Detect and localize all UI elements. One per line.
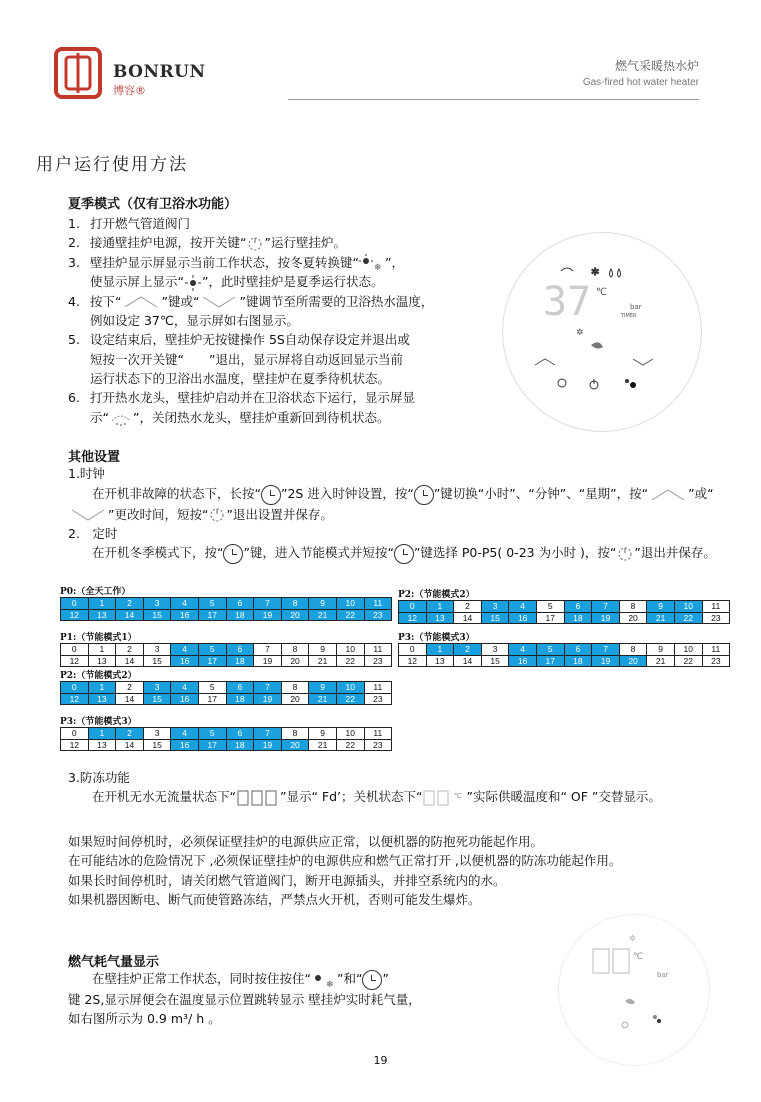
hour-cell: 22 <box>336 609 364 621</box>
hour-cell: 23 <box>364 739 392 751</box>
hour-cell: 5 <box>536 644 564 656</box>
hour-cell: 4 <box>171 644 199 656</box>
power-icon <box>616 545 634 563</box>
product-name-cn: 燃气采暖热水炉 <box>614 59 699 73</box>
hour-cell: 9 <box>647 644 675 656</box>
hour-cell: 13 <box>88 739 116 751</box>
clock-title: 1.时钟 <box>68 466 105 481</box>
hour-cell: 4 <box>171 682 199 694</box>
hour-cell: 16 <box>171 609 199 621</box>
hour-cell: 6 <box>226 728 254 740</box>
schedule-grid <box>60 727 392 751</box>
step-5: 5. 设定结束后，壁挂炉无按键操作 5S自动保存设定并退出或 短按一次开关键“ ”退出，显示屏将自动返回显示当前 运行状态下的卫浴出水温度，壁挂炉在夏季待机状态。 <box>68 332 410 386</box>
hour-cell: 11 <box>364 644 392 656</box>
bonrun-logo-icon <box>54 47 102 99</box>
hour-cell: 7 <box>592 601 620 613</box>
hour-cell: 16 <box>171 693 199 705</box>
segment-display-icon <box>422 789 466 807</box>
schedule-row <box>399 644 730 656</box>
hour-cell: 6 <box>226 682 254 694</box>
schedule-grid <box>398 600 730 624</box>
brand-name-cn: 博容® <box>113 84 146 97</box>
gas-text: 在壁挂炉正常工作状态，同时按住按住“ ❄ ”和“ ” <box>92 971 389 989</box>
step-6: 6. 打开热水龙头，壁挂炉启动并在卫浴状态下运行，显示屏显 示“ ”，关闭热水龙头，壁挂炉重新回到待机状态。 <box>68 388 488 427</box>
display-timer: TIMER <box>621 313 637 319</box>
hour-cell: 18 <box>226 655 254 667</box>
header-divider <box>288 99 699 100</box>
hour-cell: 12 <box>61 609 89 621</box>
schedule-row <box>61 598 392 610</box>
display-bar: bar <box>630 303 642 311</box>
controller-display-summer <box>502 232 702 432</box>
schedule-grid <box>60 597 392 621</box>
hour-cell: 13 <box>426 655 454 667</box>
schedule-row <box>61 609 392 621</box>
hour-cell: 15 <box>481 655 509 667</box>
hour-cell: 15 <box>143 693 171 705</box>
hour-cell: 12 <box>399 655 427 667</box>
hour-cell: 18 <box>226 739 254 751</box>
hour-cell: 19 <box>592 612 620 624</box>
schedule-row <box>61 693 392 705</box>
hour-cell: 0 <box>399 644 427 656</box>
clock-text: 在开机非故障的状态下，长按“ ”2S 进入时钟设置，按“ ”键切换“小时”、“分钟”、“星期”，按“ ”或“”更改时间，短按“ ”退出设置并保存。 <box>68 484 728 524</box>
schedule-row <box>399 612 730 624</box>
shower-icon <box>109 409 133 427</box>
page-title: 用户运行使用方法 <box>36 155 188 175</box>
hour-cell: 22 <box>674 612 702 624</box>
hour-cell: 18 <box>226 693 254 705</box>
hour-cell: 17 <box>198 655 226 667</box>
sun-icon <box>184 274 202 292</box>
hour-cell: 7 <box>254 728 282 740</box>
svg-text:❄: ❄ <box>373 263 382 273</box>
display-drawing-gas <box>559 915 711 1067</box>
schedule-label: P3:（节能模式3） <box>60 717 137 727</box>
schedule-label: P3:（节能模式3） <box>398 633 475 643</box>
hour-cell: 17 <box>536 612 564 624</box>
hour-cell: 10 <box>674 601 702 613</box>
schedule-row <box>61 728 392 740</box>
svg-text:℃: ℃ <box>633 952 644 962</box>
hour-cell: 3 <box>481 601 509 613</box>
hour-cell: 21 <box>647 655 675 667</box>
step-2: 2. 接通壁挂炉电源，按开关键“ ”运行壁挂炉。 <box>68 233 488 253</box>
display-drawing <box>503 233 703 433</box>
hour-cell: 15 <box>481 612 509 624</box>
hour-cell: 15 <box>143 655 171 667</box>
timer-text: 在开机冬季模式下，按“ ”键，进入节能模式并短按“ ”键选择 P0-P5( 0-23 为小时 )，按“ ”退出并保存。 <box>68 543 728 564</box>
step-1: 1. 打开燃气管道阀门 <box>68 216 191 231</box>
note: 如果短时间停机时，必须保证壁挂炉的电源供应正常，以便机器的防抱死功能起作用。 <box>68 834 544 849</box>
hour-cell: 4 <box>509 601 537 613</box>
hour-cell: 23 <box>364 655 392 667</box>
hour-cell: 10 <box>674 644 702 656</box>
hour-cell: 19 <box>254 739 282 751</box>
schedule-row <box>61 655 392 667</box>
hour-cell: 4 <box>171 728 199 740</box>
note: 如果机器因断电、断气而使管路冻结，严禁点火开机，否则可能发生爆炸。 <box>68 891 481 907</box>
hour-cell: 8 <box>619 644 647 656</box>
hour-cell: 8 <box>619 601 647 613</box>
hour-cell: 12 <box>61 739 89 751</box>
hour-cell: 0 <box>61 728 89 740</box>
hour-cell: 11 <box>364 682 392 694</box>
chevron-down-icon <box>199 295 239 309</box>
hour-cell: 1 <box>88 644 116 656</box>
hour-cell: 2 <box>454 601 482 613</box>
hour-cell: 12 <box>399 612 427 624</box>
hour-cell: 8 <box>281 728 309 740</box>
hour-cell: 13 <box>88 609 116 621</box>
segment-display-icon <box>236 789 280 807</box>
hour-cell: 11 <box>702 601 730 613</box>
hour-cell: 17 <box>198 739 226 751</box>
hour-cell: 14 <box>116 739 144 751</box>
hour-cell: 7 <box>254 682 282 694</box>
hour-cell: 8 <box>281 682 309 694</box>
hour-cell: 23 <box>702 612 730 624</box>
svg-text:✲: ✲ <box>576 328 584 338</box>
hour-cell: 15 <box>143 609 171 621</box>
hour-cell: 2 <box>116 644 144 656</box>
schedule-label: P2:（节能模式2） <box>398 590 475 600</box>
schedule-row <box>399 655 730 667</box>
schedule-label: P2:（节能模式2） <box>60 671 137 681</box>
hour-cell: 19 <box>254 693 282 705</box>
clock-icon <box>414 485 434 505</box>
hour-cell: 21 <box>309 655 337 667</box>
clock-icon <box>261 485 281 505</box>
hour-cell: 10 <box>336 598 364 610</box>
hour-cell: 6 <box>564 644 592 656</box>
schedule-row <box>61 682 392 694</box>
hour-cell: 11 <box>364 728 392 740</box>
hour-cell: 5 <box>198 682 226 694</box>
hour-cell: 17 <box>198 609 226 621</box>
antifreeze-title: 3.防冻功能 <box>68 770 130 785</box>
sun-snowflake-icon <box>359 254 385 272</box>
hour-cell: 10 <box>336 682 364 694</box>
other-settings-title: 其他设置 <box>68 450 121 465</box>
hour-cell: 14 <box>116 693 144 705</box>
hour-cell: 2 <box>116 728 144 740</box>
hour-cell: 10 <box>336 644 364 656</box>
gas-title: 燃气耗气量显示 <box>68 955 160 970</box>
chevron-up-icon <box>121 295 161 309</box>
hour-cell: 11 <box>364 598 392 610</box>
svg-text:✲: ✲ <box>629 934 636 943</box>
display-temp: 37 <box>543 279 592 325</box>
hour-cell: 13 <box>426 612 454 624</box>
hour-cell: 22 <box>336 739 364 751</box>
hour-cell: 22 <box>336 693 364 705</box>
sun-snowflake-icon <box>311 971 337 989</box>
step-4: 4. 按下“ ”键或“ ”键调节至所需要的卫浴热水温度， 例如设定 37℃，显示屏如右图显示。 <box>68 293 434 329</box>
schedule-p3 <box>398 630 730 667</box>
hour-cell: 7 <box>254 644 282 656</box>
clock-icon <box>394 544 414 564</box>
schedule-p1 <box>60 630 392 667</box>
hour-cell: 5 <box>536 601 564 613</box>
hour-cell: 0 <box>61 598 89 610</box>
hour-cell: 8 <box>281 598 309 610</box>
hour-cell: 0 <box>61 644 89 656</box>
antifreeze-text: 在开机无水无流量状态下“ ”显示“ Fd’；关机状态下“ ℃ ”实际供暖温度和“ OF ”交替显示。 <box>68 787 728 807</box>
schedule-label: P1:（节能模式1） <box>60 633 137 643</box>
display-unit: ℃ <box>596 287 608 298</box>
hour-cell: 15 <box>143 739 171 751</box>
hour-cell: 23 <box>364 609 392 621</box>
hour-cell: 13 <box>88 655 116 667</box>
hour-cell: 0 <box>61 682 89 694</box>
hour-cell: 5 <box>198 598 226 610</box>
hour-cell: 6 <box>226 598 254 610</box>
note: 如果长时间停机时，请关闭燃气管道阀门，断开电源插头，并排空系统内的水。 <box>68 872 506 888</box>
schedule-label: P0:（全天工作） <box>60 587 131 597</box>
hour-cell: 2 <box>116 682 144 694</box>
power-icon <box>208 506 226 524</box>
hour-cell: 2 <box>116 598 144 610</box>
hour-cell: 1 <box>426 601 454 613</box>
power-icon <box>246 235 264 253</box>
svg-text:❄: ❄ <box>325 979 334 989</box>
svg-text:℃: ℃ <box>454 791 463 800</box>
schedule-grid <box>60 681 392 705</box>
svg-text:✲: ✲ <box>591 267 600 278</box>
hour-cell: 19 <box>254 655 282 667</box>
hour-cell: 16 <box>171 739 199 751</box>
step-3: 3. 壁挂炉显示屏显示当前工作状态，按冬夏转换键“ ❄ ”， 使显示屏上显示“ ”，此时壁挂炉是夏季运行状态。 <box>68 253 488 292</box>
product-name-en: Gas-fired hot water heater <box>582 77 699 88</box>
hour-cell: 12 <box>61 693 89 705</box>
hour-cell: 3 <box>481 644 509 656</box>
hour-cell: 9 <box>309 598 337 610</box>
note: 在可能结冰的危险情况下 ,必须保证壁挂炉的电源供应和燃气正常打开 ,以便机器的防冻功能起作用。 <box>68 853 622 869</box>
hour-cell: 1 <box>88 598 116 610</box>
hour-cell: 14 <box>116 655 144 667</box>
hour-cell: 18 <box>226 609 254 621</box>
schedule-p2-b <box>60 668 392 705</box>
schedule-row <box>61 644 392 656</box>
svg-text:bar: bar <box>657 971 669 979</box>
schedule-p2 <box>398 587 730 624</box>
hour-cell: 5 <box>198 728 226 740</box>
hour-cell: 14 <box>454 655 482 667</box>
hour-cell: 13 <box>88 693 116 705</box>
hour-cell: 7 <box>592 644 620 656</box>
brand-name: BONRUN <box>113 62 206 82</box>
hour-cell: 22 <box>336 655 364 667</box>
hour-cell: 14 <box>116 609 144 621</box>
hour-cell: 18 <box>564 612 592 624</box>
hour-cell: 16 <box>509 655 537 667</box>
schedule-p0 <box>60 584 392 621</box>
summer-steps <box>68 214 488 427</box>
antifreeze-notes <box>68 832 748 909</box>
hour-cell: 20 <box>281 739 309 751</box>
hour-cell: 5 <box>198 644 226 656</box>
hour-cell: 4 <box>509 644 537 656</box>
hour-cell: 17 <box>536 655 564 667</box>
hour-cell: 3 <box>143 644 171 656</box>
hour-cell: 20 <box>619 612 647 624</box>
hour-cell: 1 <box>88 682 116 694</box>
schedule-grid <box>398 643 730 667</box>
hour-cell: 20 <box>281 609 309 621</box>
hour-cell: 9 <box>309 728 337 740</box>
hour-cell: 2 <box>454 644 482 656</box>
hour-cell: 20 <box>619 655 647 667</box>
hour-cell: 9 <box>647 601 675 613</box>
gas-text-2: 键 2S,显示屏便会在温度显示位置跳转显示 壁挂炉实时耗气量， 如右图所示为 0.9 m³/ h 。 <box>68 992 421 1027</box>
clock-icon <box>362 970 382 990</box>
hour-cell: 18 <box>564 655 592 667</box>
hour-cell: 10 <box>336 728 364 740</box>
hour-cell: 20 <box>281 693 309 705</box>
hour-cell: 9 <box>309 682 337 694</box>
hour-cell: 12 <box>61 655 89 667</box>
summer-mode-title: 夏季模式（仅有卫浴水功能） <box>68 197 238 212</box>
hour-cell: 17 <box>198 693 226 705</box>
hour-cell: 0 <box>399 601 427 613</box>
hour-cell: 4 <box>171 598 199 610</box>
hour-cell: 3 <box>143 682 171 694</box>
chevron-up-icon <box>648 488 688 502</box>
page-number: 19 <box>373 1054 388 1067</box>
hour-cell: 16 <box>509 612 537 624</box>
schedule-grid <box>60 643 392 667</box>
hour-cell: 21 <box>647 612 675 624</box>
hour-cell: 14 <box>454 612 482 624</box>
hour-cell: 9 <box>309 644 337 656</box>
clock-icon <box>223 544 243 564</box>
hour-cell: 1 <box>88 728 116 740</box>
hour-cell: 7 <box>254 598 282 610</box>
schedule-row <box>399 601 730 613</box>
hour-cell: 3 <box>143 728 171 740</box>
hour-cell: 19 <box>592 655 620 667</box>
hour-cell: 21 <box>309 609 337 621</box>
chevron-down-icon <box>68 508 108 522</box>
hour-cell: 3 <box>143 598 171 610</box>
hour-cell: 6 <box>564 601 592 613</box>
hour-cell: 19 <box>254 609 282 621</box>
timer-title: 2. 定时 <box>68 526 118 541</box>
hour-cell: 6 <box>226 644 254 656</box>
schedule-p3-b <box>60 714 392 751</box>
hour-cell: 16 <box>171 655 199 667</box>
hour-cell: 21 <box>309 693 337 705</box>
hour-cell: 23 <box>364 693 392 705</box>
hour-cell: 21 <box>309 739 337 751</box>
hour-cell: 20 <box>281 655 309 667</box>
hour-cell: 23 <box>702 655 730 667</box>
schedule-row <box>61 739 392 751</box>
controller-display-gas <box>558 914 710 1066</box>
hour-cell: 22 <box>674 655 702 667</box>
hour-cell: 8 <box>281 644 309 656</box>
hour-cell: 1 <box>426 644 454 656</box>
hour-cell: 11 <box>702 644 730 656</box>
